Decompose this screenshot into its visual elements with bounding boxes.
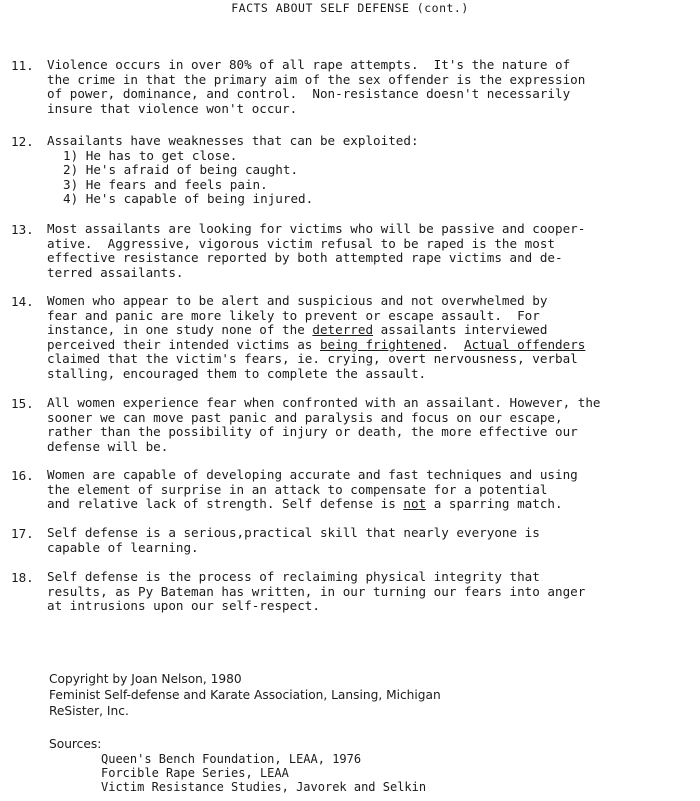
item-line: stalling, encouraged them to complete the assault. bbox=[47, 365, 427, 381]
item-line: terred assailants. bbox=[47, 264, 184, 280]
text-run: perceived their intended victims as bbox=[47, 336, 320, 352]
text-run: instance, in one study none of the bbox=[47, 322, 313, 337]
item-number: 17. bbox=[11, 526, 34, 541]
fact-item-16 bbox=[11, 468, 696, 512]
item-number: 16. bbox=[11, 468, 34, 483]
underlined-word: deterred bbox=[312, 322, 374, 337]
item-line: the crime in that the primary aim of the sex offender is the expression bbox=[47, 71, 586, 87]
item-number: 12. bbox=[11, 134, 34, 149]
item-line: the element of surprise in an attack to compensate for a potential bbox=[47, 481, 548, 497]
item-line: of power, dominance, and control. Non-resistance doesn't necessarily bbox=[47, 86, 571, 101]
source-item: Victim Resistance Studies, Javorek and Selkin bbox=[101, 780, 427, 794]
organization-line: Feminist Self-defense and Karate Association, Lansing, Michigan bbox=[49, 688, 441, 702]
source-item: Forcible Rape Series, LEAA bbox=[101, 766, 289, 780]
item-line: effective resistance reported by both attempted rape victims and de- bbox=[47, 250, 563, 265]
organization-line: ReSister, Inc. bbox=[49, 704, 129, 718]
item-number: 14. bbox=[11, 294, 34, 309]
item-line: rather than the possibility of injury or death, the more effective our bbox=[47, 424, 578, 439]
item-line: sooner we can move past panic and paralysis and focus on our escape, bbox=[47, 409, 563, 425]
fact-item-13 bbox=[11, 222, 696, 280]
item-line: Most assailants are looking for victims who will be passive and cooper- bbox=[47, 221, 586, 236]
item-line: results, as Py Bateman has written, in our turning our fears into anger bbox=[47, 583, 586, 599]
source-item: Queen's Bench Foundation, LEAA, 1976 bbox=[101, 752, 362, 766]
weakness-subitem: 1) He has to get close. bbox=[63, 147, 238, 163]
sources-block bbox=[49, 736, 426, 794]
copyright-block bbox=[49, 671, 441, 719]
underlined-word: not bbox=[403, 496, 427, 511]
item-line: ative. Aggressive, vigorous victim refusal to be raped is the most bbox=[47, 235, 555, 251]
item-number: 15. bbox=[11, 396, 34, 411]
item-line: fear and panic are more likely to prevent or escape assault. For bbox=[47, 307, 540, 323]
underlined-phrase: Actual offenders bbox=[464, 336, 586, 352]
text-run: assailants interviewed bbox=[373, 322, 548, 337]
item-line bbox=[47, 497, 696, 512]
fact-item-15 bbox=[11, 396, 696, 454]
item-line: insure that violence won't occur. bbox=[47, 100, 298, 116]
item-line: Violence occurs in over 80% of all rape attempts. It's the nature of bbox=[47, 57, 571, 72]
fact-item-14 bbox=[11, 294, 696, 381]
item-number: 11. bbox=[11, 58, 34, 73]
sources-label: Sources: bbox=[49, 737, 102, 751]
item-number: 18. bbox=[11, 570, 34, 585]
weakness-subitem: 3) He fears and feels pain. bbox=[63, 176, 268, 192]
item-line bbox=[47, 323, 696, 338]
weakness-subitem: 2) He's afraid of being caught. bbox=[63, 162, 299, 177]
item-line: claimed that the victim's fears, ie. crying, overt nervousness, verbal bbox=[47, 351, 578, 366]
item-line: at intrusions upon our self-respect. bbox=[47, 598, 320, 613]
item-line bbox=[47, 338, 696, 353]
item-line: Self defense is the process of reclaiming physical integrity that bbox=[47, 569, 540, 584]
fact-item-18 bbox=[11, 570, 696, 614]
text-run: a sparring match. bbox=[426, 496, 563, 511]
copyright-line: Copyright by Joan Nelson, 1980 bbox=[49, 672, 242, 686]
fact-item-12 bbox=[11, 134, 696, 207]
weakness-subitem: 4) He's capable of being injured. bbox=[63, 191, 314, 206]
fact-item-17 bbox=[11, 526, 696, 555]
item-number: 13. bbox=[11, 222, 34, 237]
item-line: Women are capable of developing accurate and fast techniques and using bbox=[47, 467, 578, 482]
item-line: defense will be. bbox=[47, 438, 169, 454]
fact-item-11 bbox=[11, 58, 696, 116]
item-line: capable of learning. bbox=[47, 539, 199, 555]
underlined-phrase: being frightened bbox=[319, 336, 442, 352]
text-run: . bbox=[441, 336, 465, 352]
item-line: All women experience fear when confronted with an assailant. However, the bbox=[47, 395, 601, 410]
item-line: Women who appear to be alert and suspicious and not overwhelmed by bbox=[47, 293, 548, 308]
page-title: FACTS ABOUT SELF DEFENSE (cont.) bbox=[231, 1, 469, 15]
item-line: Self defense is a serious,practical skill that nearly everyone is bbox=[47, 525, 540, 540]
item-line: Assailants have weaknesses that can be exploited: bbox=[47, 133, 419, 148]
text-run: and relative lack of strength. Self defense is bbox=[47, 496, 404, 511]
